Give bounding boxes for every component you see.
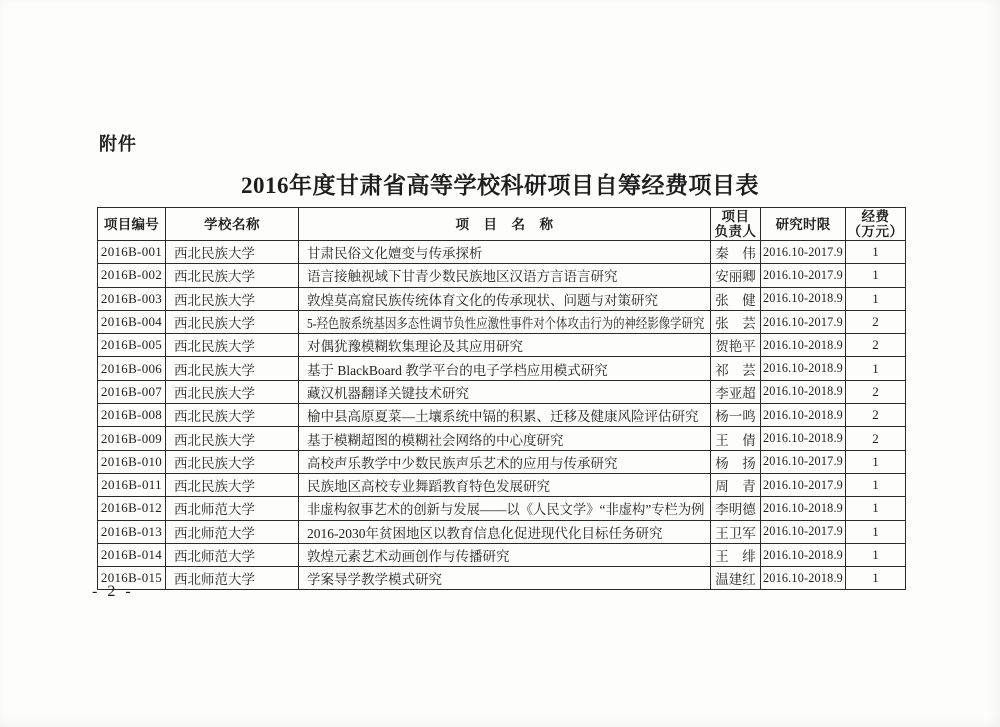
table-row <box>98 380 906 403</box>
project-id: 2016B-007 <box>98 380 166 403</box>
project-id: 2016B-002 <box>98 264 166 287</box>
fund-amount: 2 <box>846 380 906 403</box>
table-row <box>98 520 906 543</box>
leader-name: 李明德 <box>711 497 761 520</box>
project-title: 榆中县高原夏菜—土壤系统中镉的积累、迁移及健康风险评估研究 <box>299 404 711 427</box>
fund-amount: 1 <box>846 473 906 496</box>
project-title: 非虚构叙事艺术的创新与发展——以《人民文学》“非虚构”专栏为例 <box>299 497 711 520</box>
project-id: 2016B-015 <box>98 567 166 590</box>
fund-amount: 1 <box>846 264 906 287</box>
project-title: 语言接触视域下甘青少数民族地区汉语方言语言研究 <box>299 264 711 287</box>
leader-name: 温建红 <box>711 567 761 590</box>
school-name: 西北民族大学 <box>166 334 299 357</box>
table-row <box>98 310 906 333</box>
project-title: 民族地区高校专业舞蹈教育特色发展研究 <box>299 473 711 496</box>
school-name: 西北民族大学 <box>166 357 299 380</box>
research-period: 2016.10-2018.9 <box>761 497 846 520</box>
research-period: 2016.10-2018.9 <box>761 543 846 566</box>
school-name: 西北师范大学 <box>166 520 299 543</box>
project-title: 敦煌元素艺术动画创作与传播研究 <box>299 543 711 566</box>
project-title: 基于模糊超图的模糊社会网络的中心度研究 <box>299 427 711 450</box>
table-row <box>98 334 906 357</box>
table-row <box>98 287 906 310</box>
project-title: 敦煌莫高窟民族传统体育文化的传承现状、问题与对策研究 <box>299 287 711 310</box>
project-id: 2016B-001 <box>98 241 166 264</box>
fund-amount: 1 <box>846 241 906 264</box>
header-fund: 经费 （万元） <box>847 209 904 239</box>
project-id: 2016B-005 <box>98 334 166 357</box>
table-header-row <box>98 208 906 241</box>
fund-amount: 1 <box>846 450 906 473</box>
project-id: 2016B-012 <box>98 497 166 520</box>
research-period: 2016.10-2018.9 <box>761 567 846 590</box>
school-name: 西北民族大学 <box>166 473 299 496</box>
table-row <box>98 427 906 450</box>
project-title: 5-羟色胺系统基因多态性调节负性应激性事件对个体攻击行为的神经影像学研究 <box>299 310 711 333</box>
school-name: 西北师范大学 <box>166 567 299 590</box>
project-id: 2016B-004 <box>98 310 166 333</box>
document-title: 2016年度甘肃省高等学校科研项目自筹经费项目表 <box>241 173 759 198</box>
research-period: 2016.10-2017.9 <box>761 264 846 287</box>
school-name: 西北民族大学 <box>166 264 299 287</box>
leader-name: 周 青 <box>711 473 761 496</box>
table-row <box>98 567 906 590</box>
project-title: 学案导学教学模式研究 <box>299 567 711 590</box>
projects-table <box>97 207 906 590</box>
fund-amount: 1 <box>846 497 906 520</box>
page-number: - 2 - <box>92 583 134 600</box>
school-name: 西北师范大学 <box>166 497 299 520</box>
school-name: 西北民族大学 <box>166 310 299 333</box>
project-id: 2016B-008 <box>98 404 166 427</box>
project-id: 2016B-009 <box>98 427 166 450</box>
leader-name: 王 倩 <box>711 427 761 450</box>
leader-name: 李亚超 <box>711 380 761 403</box>
leader-name: 王 绯 <box>711 543 761 566</box>
fund-amount: 1 <box>846 287 906 310</box>
header-research-period: 研究时限 <box>761 208 846 241</box>
project-id: 2016B-011 <box>98 473 166 496</box>
research-period: 2016.10-2018.9 <box>761 334 846 357</box>
fund-amount: 1 <box>846 543 906 566</box>
research-period: 2016.10-2017.9 <box>761 473 846 496</box>
fund-amount: 2 <box>846 427 906 450</box>
fund-amount: 2 <box>846 334 906 357</box>
school-name: 西北民族大学 <box>166 450 299 473</box>
leader-name: 王卫军 <box>711 520 761 543</box>
fund-amount: 2 <box>846 310 906 333</box>
header-project-leader: 项目 负责人 <box>711 208 761 241</box>
research-period: 2016.10-2017.9 <box>761 520 846 543</box>
research-period: 2016.10-2017.9 <box>761 241 846 264</box>
research-period: 2016.10-2017.9 <box>761 310 846 333</box>
table-row <box>98 497 906 520</box>
table-row <box>98 473 906 496</box>
research-period: 2016.10-2018.9 <box>761 380 846 403</box>
header-project-id: 项目编号 <box>98 208 166 241</box>
leader-name: 祁 芸 <box>711 357 761 380</box>
project-title: 对偶犹豫模糊软集理论及其应用研究 <box>299 334 711 357</box>
project-title: 高校声乐教学中少数民族声乐艺术的应用与传承研究 <box>299 450 711 473</box>
header-project-title: 项 目 名 称 <box>299 208 711 241</box>
leader-name: 杨一鸣 <box>711 404 761 427</box>
table-row <box>98 404 906 427</box>
fund-amount: 1 <box>846 357 906 380</box>
leader-name: 秦 伟 <box>711 241 761 264</box>
header-school-name: 学校名称 <box>166 208 299 241</box>
project-id: 2016B-013 <box>98 520 166 543</box>
school-name: 西北民族大学 <box>166 404 299 427</box>
research-period: 2016.10-2018.9 <box>761 357 846 380</box>
leader-name: 张 芸 <box>711 310 761 333</box>
project-title: 基于 BlackBoard 教学平台的电子学档应用模式研究 <box>299 357 711 380</box>
fund-amount: 1 <box>846 520 906 543</box>
school-name: 西北师范大学 <box>166 543 299 566</box>
school-name: 西北民族大学 <box>166 380 299 403</box>
table-row <box>98 264 906 287</box>
school-name: 西北民族大学 <box>166 241 299 264</box>
leader-name: 杨 扬 <box>711 450 761 473</box>
school-name: 西北民族大学 <box>166 427 299 450</box>
research-period: 2016.10-2018.9 <box>761 287 846 310</box>
leader-name: 安丽卿 <box>711 264 761 287</box>
fund-amount: 2 <box>846 404 906 427</box>
project-title: 甘肃民俗文化嬗变与传承探析 <box>299 241 711 264</box>
leader-name: 贺艳平 <box>711 334 761 357</box>
table-row <box>98 543 906 566</box>
table-row <box>98 241 906 264</box>
project-title: 藏汉机器翻译关键技术研究 <box>299 380 711 403</box>
research-period: 2016.10-2018.9 <box>761 404 846 427</box>
fund-amount: 1 <box>846 567 906 590</box>
project-id: 2016B-006 <box>98 357 166 380</box>
project-title: 2016-2030年贫困地区以教育信息化促进现代化目标任务研究 <box>299 520 711 543</box>
research-period: 2016.10-2018.9 <box>761 427 846 450</box>
leader-name: 张 健 <box>711 287 761 310</box>
table-row <box>98 450 906 473</box>
project-id: 2016B-010 <box>98 450 166 473</box>
project-id: 2016B-003 <box>98 287 166 310</box>
project-id: 2016B-014 <box>98 543 166 566</box>
table-row <box>98 357 906 380</box>
school-name: 西北民族大学 <box>166 287 299 310</box>
research-period: 2016.10-2017.9 <box>761 450 846 473</box>
attachment-label: 附件 <box>99 134 137 154</box>
